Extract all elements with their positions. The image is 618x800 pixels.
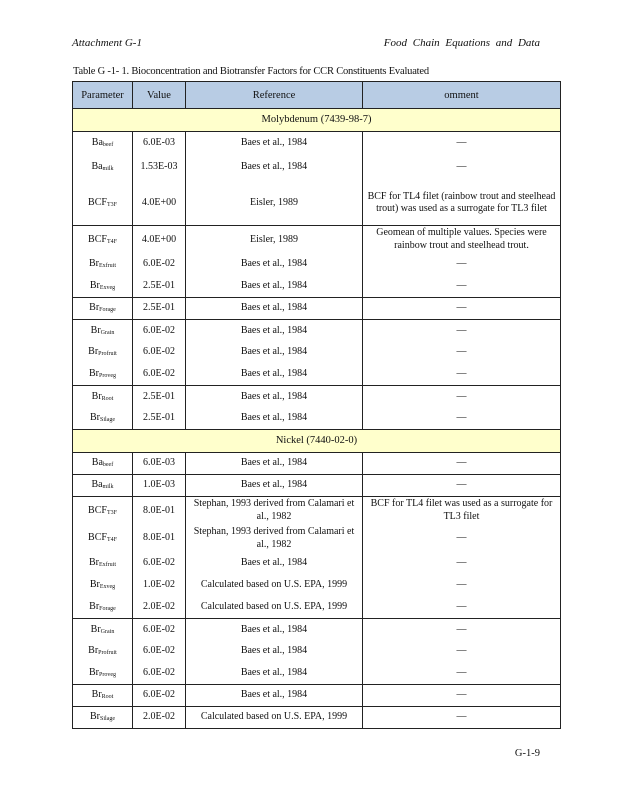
parameter-cell [73, 497, 133, 525]
value-cell: 2.5E-01 [133, 386, 186, 408]
parameter-subscript: T4F [106, 238, 117, 245]
reference-cell: Baes et al., 1984 [186, 276, 363, 298]
parameter-subscript: Exveg [99, 584, 116, 591]
comment-cell: — [363, 575, 561, 597]
value-cell: 2.5E-01 [133, 298, 186, 320]
parameter-cell [73, 641, 133, 663]
comment-cell: — [363, 553, 561, 575]
table-row [73, 276, 561, 298]
value-cell: 6.0E-02 [133, 553, 186, 575]
value-cell: 2.5E-01 [133, 276, 186, 298]
column-header-value: Value [133, 82, 186, 109]
value-cell: 1.0E-02 [133, 575, 186, 597]
parameter-cell [73, 226, 133, 254]
parameter-subscript: beef [102, 141, 114, 148]
comment-cell: — [363, 663, 561, 685]
table-row [73, 475, 561, 497]
table-row [73, 342, 561, 364]
comment-cell: — [363, 276, 561, 298]
parameter-cell [73, 475, 133, 497]
column-header-reference: Reference [186, 82, 363, 109]
parameter-symbol: Br [91, 689, 102, 701]
comment-cell: — [363, 525, 561, 553]
parameter-cell [73, 254, 133, 276]
parameter-cell [73, 663, 133, 685]
table-row [73, 226, 561, 254]
comment-cell: Geomean of multiple values. Species were rainbow trout and steelhead trout. [363, 226, 561, 254]
value-cell: 6.0E-02 [133, 685, 186, 707]
reference-cell: Baes et al., 1984 [186, 320, 363, 342]
comment-cell: — [363, 475, 561, 497]
table-row [73, 575, 561, 597]
table-row [73, 132, 561, 154]
parameter-symbol: Br [90, 623, 101, 635]
value-cell: 6.0E-02 [133, 641, 186, 663]
table-row [73, 298, 561, 320]
table-row [73, 707, 561, 729]
parameter-subscript: T3F [106, 509, 117, 516]
parameter-subscript: milk [102, 166, 114, 173]
reference-cell: Baes et al., 1984 [186, 685, 363, 707]
header-attachment: Attachment G-1 [72, 37, 142, 49]
parameter-subscript: milk [102, 484, 114, 491]
parameter-symbol: Br [90, 324, 101, 336]
parameter-symbol: BCF [88, 532, 107, 544]
table-row [73, 386, 561, 408]
table-row [73, 154, 561, 182]
parameter-symbol: BCF [88, 233, 107, 245]
value-cell: 6.0E-02 [133, 619, 186, 641]
reference-cell: Stephan, 1993 derived from Calamari et al., 1982 [186, 497, 363, 525]
parameter-symbol: Br [90, 412, 100, 423]
value-cell: 2.0E-02 [133, 707, 186, 729]
parameter-subscript: Root [101, 395, 114, 402]
reference-cell: Baes et al., 1984 [186, 641, 363, 663]
comment-cell: — [363, 132, 561, 154]
comment-cell: — [363, 298, 561, 320]
value-cell: 1.53E-03 [133, 154, 186, 182]
comment-cell: BCF for TL4 filet was used as a surrogate for TL3 filet [363, 497, 561, 525]
table-row [73, 685, 561, 707]
table-row [73, 364, 561, 386]
reference-cell: Baes et al., 1984 [186, 408, 363, 430]
parameter-symbol: Br [91, 390, 102, 402]
reference-cell: Calculated based on U.S. EPA, 1999 [186, 575, 363, 597]
parameter-subscript: Grain [100, 329, 115, 336]
parameter-subscript: Root [101, 694, 114, 701]
comment-cell: — [363, 707, 561, 729]
reference-cell: Baes et al., 1984 [186, 619, 363, 641]
column-header-parameter: Parameter [73, 82, 133, 109]
parameter-symbol: Br [90, 711, 100, 723]
table-row [73, 408, 561, 430]
table-row [73, 182, 561, 226]
page-number: G-1-9 [514, 748, 540, 759]
section-title: Nickel (7440-02-0) [73, 430, 561, 453]
value-cell: 4.0E+00 [133, 182, 186, 226]
comment-cell: — [363, 386, 561, 408]
comment-cell: BCF for TL4 filet (rainbow trout and steelhead trout) was used as a surrogate for TL3 filet [363, 182, 561, 226]
value-cell: 6.0E-02 [133, 254, 186, 276]
parameter-subscript: Forage [99, 307, 116, 314]
table-row [73, 254, 561, 276]
parameter-subscript: Proveg [99, 672, 116, 678]
parameter-subscript: Grain [100, 628, 115, 635]
reference-cell: Baes et al., 1984 [186, 453, 363, 475]
parameter-cell [73, 408, 133, 430]
parameter-symbol: Ba [91, 479, 103, 491]
comment-cell: — [363, 408, 561, 430]
parameter-symbol: Ba [91, 457, 103, 469]
table-row [73, 597, 561, 619]
parameter-cell [73, 132, 133, 154]
reference-cell: Baes et al., 1984 [186, 342, 363, 364]
value-cell: 1.0E-03 [133, 475, 186, 497]
reference-cell: Calculated based on U.S. EPA, 1999 [186, 707, 363, 729]
parameter-subscript: Exfruit [99, 263, 116, 270]
comment-cell: — [363, 254, 561, 276]
parameter-subscript: Profruit [98, 351, 117, 358]
value-cell: 2.5E-01 [133, 408, 186, 430]
parameter-symbol: Br [89, 280, 100, 291]
parameter-cell [73, 525, 133, 553]
parameter-symbol: Br [89, 258, 99, 270]
comment-cell: — [363, 641, 561, 663]
reference-cell: Eisler, 1989 [186, 182, 363, 226]
table-body [73, 109, 561, 729]
parameter-cell [73, 320, 133, 342]
parameter-cell [73, 298, 133, 320]
table-row [73, 663, 561, 685]
value-cell: 4.0E+00 [133, 226, 186, 254]
reference-cell: Baes et al., 1984 [186, 663, 363, 685]
parameter-symbol: Br [89, 302, 100, 314]
comment-cell: — [363, 320, 561, 342]
parameter-cell [73, 619, 133, 641]
parameter-subscript: Forage [99, 606, 116, 612]
value-cell: 6.0E-02 [133, 364, 186, 386]
value-cell: 2.0E-02 [133, 597, 186, 619]
parameter-cell [73, 342, 133, 364]
comment-cell: — [363, 685, 561, 707]
reference-cell: Baes et al., 1984 [186, 386, 363, 408]
parameter-symbol: Br [89, 368, 99, 379]
parameter-symbol: Br [89, 579, 100, 591]
parameter-subscript: Silage [100, 716, 115, 723]
parameter-subscript: beef [102, 462, 114, 469]
section-title: Molybdenum (7439-98-7) [73, 109, 561, 132]
parameter-subscript: Silage [100, 417, 115, 423]
parameter-cell [73, 575, 133, 597]
reference-cell: Eisler, 1989 [186, 226, 363, 254]
table-header-row [73, 82, 561, 109]
parameter-cell [73, 276, 133, 298]
value-cell: 8.0E-01 [133, 497, 186, 525]
parameter-symbol: Br [88, 346, 99, 358]
header-title: Food Chain Equations and Data [383, 37, 540, 49]
parameter-subscript: Profruit [98, 650, 117, 657]
value-cell: 8.0E-01 [133, 525, 186, 553]
comment-cell: — [363, 364, 561, 386]
reference-cell: Baes et al., 1984 [186, 298, 363, 320]
parameter-cell [73, 364, 133, 386]
value-cell: 6.0E-02 [133, 320, 186, 342]
parameter-cell [73, 453, 133, 475]
table-row [73, 619, 561, 641]
parameter-cell [73, 597, 133, 619]
parameter-subscript: T4F [106, 537, 117, 544]
value-cell: 6.0E-03 [133, 132, 186, 154]
parameter-cell [73, 182, 133, 226]
comment-cell: — [363, 154, 561, 182]
section-row [73, 430, 561, 453]
table-row [73, 453, 561, 475]
reference-cell: Baes et al., 1984 [186, 132, 363, 154]
bioconcentration-table [72, 81, 561, 729]
parameter-cell [73, 553, 133, 575]
reference-cell: Stephan, 1993 derived from Calamari et al., 1982 [186, 525, 363, 553]
reference-cell: Baes et al., 1984 [186, 364, 363, 386]
parameter-symbol: BCF [88, 197, 107, 208]
section-row [73, 109, 561, 132]
parameter-cell [73, 685, 133, 707]
table-row [73, 641, 561, 663]
parameter-symbol: BCF [88, 504, 107, 516]
value-cell: 6.0E-02 [133, 663, 186, 685]
reference-cell: Baes et al., 1984 [186, 154, 363, 182]
parameter-subscript: T3F [106, 202, 117, 208]
comment-cell: — [363, 619, 561, 641]
value-cell: 6.0E-03 [133, 453, 186, 475]
table-row [73, 497, 561, 525]
table-row [73, 525, 561, 553]
column-header-comment: omment [363, 82, 561, 109]
parameter-symbol: Br [89, 667, 99, 678]
parameter-cell [73, 707, 133, 729]
reference-cell: Baes et al., 1984 [186, 553, 363, 575]
table-row [73, 553, 561, 575]
table-caption: Table G -1- 1. Bioconcentration and Biotransfer Factors for CCR Constituents Evaluated [73, 66, 429, 77]
parameter-subscript: Exveg [99, 285, 116, 291]
parameter-symbol: Br [89, 601, 100, 612]
reference-cell: Baes et al., 1984 [186, 475, 363, 497]
parameter-subscript: Exfruit [99, 562, 116, 569]
comment-cell: — [363, 597, 561, 619]
parameter-symbol: Ba [91, 136, 103, 148]
value-cell: 6.0E-02 [133, 342, 186, 364]
table-row [73, 320, 561, 342]
parameter-cell [73, 386, 133, 408]
reference-cell: Calculated based on U.S. EPA, 1999 [186, 597, 363, 619]
parameter-cell [73, 154, 133, 182]
parameter-symbol: Ba [91, 161, 103, 173]
comment-cell: — [363, 342, 561, 364]
parameter-symbol: Br [89, 557, 99, 569]
comment-cell: — [363, 453, 561, 475]
parameter-symbol: Br [88, 645, 99, 657]
parameter-subscript: Proveg [99, 373, 116, 379]
reference-cell: Baes et al., 1984 [186, 254, 363, 276]
